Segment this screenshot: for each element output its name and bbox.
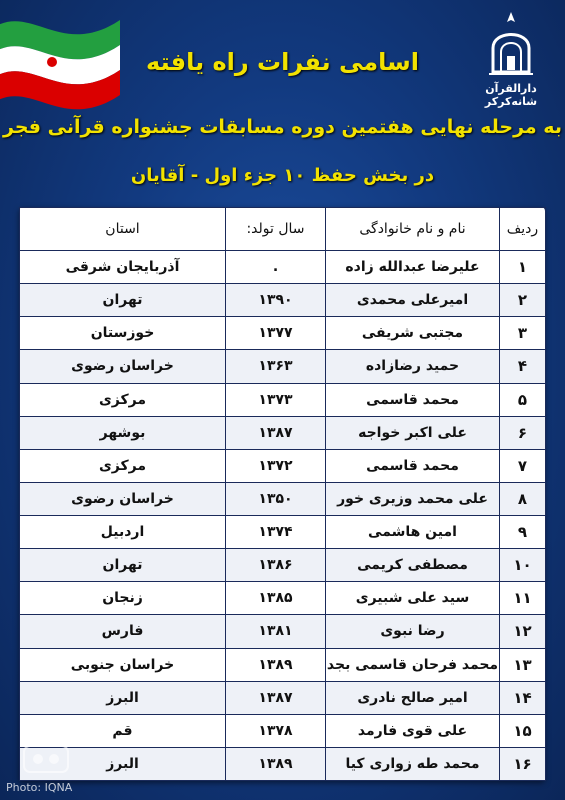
- cell-province: اردبیل: [20, 516, 226, 549]
- section-subtitle: در بخش حفظ ۱۰ جزء اول - آقایان: [130, 165, 435, 186]
- cell-province: خوزستان: [20, 317, 226, 350]
- cell-name: مجتبی شریفی: [326, 317, 500, 350]
- cell-name: محمد طه زواری کیا: [326, 747, 500, 780]
- cell-year: ۱۳۷۲: [226, 449, 326, 482]
- cell-rank: ۱: [500, 251, 546, 284]
- cell-name: امین هاشمی: [326, 516, 500, 549]
- cell-year: ۱۳۷۴: [226, 516, 326, 549]
- cell-rank: ۷: [500, 449, 546, 482]
- cell-province: آذربایجان شرقی: [20, 251, 226, 284]
- cell-name: محمد قاسمی: [326, 383, 500, 416]
- cell-rank: ۴: [500, 350, 546, 383]
- table-row: [20, 615, 546, 648]
- cell-name: امیرعلی محمدی: [326, 284, 500, 317]
- table-row: [20, 251, 546, 284]
- cell-province: تهران: [20, 549, 226, 582]
- cell-name: رضا نبوی: [326, 615, 500, 648]
- cell-name: علی محمد وزیری خور: [326, 482, 500, 515]
- cell-name: علی قوی فارمد: [326, 714, 500, 747]
- table-row: [20, 416, 546, 449]
- cell-rank: ۲: [500, 284, 546, 317]
- header-year: سال تولد:: [226, 208, 326, 251]
- cell-province: مرکزی: [20, 449, 226, 482]
- cell-province: تهران: [20, 284, 226, 317]
- table-row: [20, 350, 546, 383]
- cell-rank: ۱۴: [500, 681, 546, 714]
- cell-year: ۱۳۸۶: [226, 549, 326, 582]
- cell-year: ۱۳۶۳: [226, 350, 326, 383]
- header-rank: ردیف: [500, 208, 546, 251]
- cell-province: البرز: [20, 747, 226, 780]
- cell-rank: ۳: [500, 317, 546, 350]
- logo-text: دارالقرآن شانه‌کرکر: [484, 82, 538, 108]
- cell-name: محمد فرحان قاسمی بجد: [326, 648, 500, 681]
- cell-province: بوشهر: [20, 416, 226, 449]
- cell-name: محمد قاسمی: [326, 449, 500, 482]
- table-row: [20, 284, 546, 317]
- photo-credit: Photo: IQNA: [6, 781, 73, 794]
- cell-year: ۱۳۸۹: [226, 648, 326, 681]
- table-row: [20, 714, 546, 747]
- cell-rank: ۱۲: [500, 615, 546, 648]
- cell-rank: ۱۰: [500, 549, 546, 582]
- results-table: [19, 207, 546, 781]
- cell-name: مصطفی کریمی: [326, 549, 500, 582]
- cell-rank: ۹: [500, 516, 546, 549]
- cell-province: خراسان جنوبی: [20, 648, 226, 681]
- results-table-container: [19, 207, 545, 781]
- cell-rank: ۵: [500, 383, 546, 416]
- iqna-logo-icon: [22, 742, 70, 778]
- cell-year: ۱۳۸۱: [226, 615, 326, 648]
- cell-province: زنجان: [20, 582, 226, 615]
- table-row: [20, 383, 546, 416]
- cell-rank: ۶: [500, 416, 546, 449]
- header-name: نام و نام خانوادگی: [326, 208, 500, 251]
- cell-province: مرکزی: [20, 383, 226, 416]
- cell-year: ۱۳۸۹: [226, 747, 326, 780]
- cell-province: قم: [20, 714, 226, 747]
- cell-province: البرز: [20, 681, 226, 714]
- table-row: [20, 482, 546, 515]
- cell-year: ۱۳۹۰: [226, 284, 326, 317]
- table-row: [20, 747, 546, 780]
- cell-province: خراسان رضوی: [20, 482, 226, 515]
- cell-year: ۱۳۷۳: [226, 383, 326, 416]
- table-row: [20, 449, 546, 482]
- cell-year: ۱۳۷۷: [226, 317, 326, 350]
- cell-name: امیر صالح نادری: [326, 681, 500, 714]
- cell-rank: ۱۳: [500, 648, 546, 681]
- table-row: [20, 516, 546, 549]
- table-row: [20, 648, 546, 681]
- cell-year: .: [226, 251, 326, 284]
- page-subtitle: به مرحله نهایی هفتمین دوره مسابقات جشنواره قرآنی فجر: [3, 116, 562, 138]
- cell-rank: ۱۱: [500, 582, 546, 615]
- cell-year: ۱۳۸۷: [226, 416, 326, 449]
- cell-name: علیرضا عبدالله زاده: [326, 251, 500, 284]
- cell-name: علی اکبر خواجه: [326, 416, 500, 449]
- cell-year: ۱۳۵۰: [226, 482, 326, 515]
- header-province: استان: [20, 208, 226, 251]
- cell-name: حمید رضازاده: [326, 350, 500, 383]
- page-title: اسامی نفرات راه یافته: [146, 48, 419, 76]
- cell-rank: ۱۶: [500, 747, 546, 780]
- cell-name: سید علی شبیری: [326, 582, 500, 615]
- table-row: [20, 582, 546, 615]
- cell-rank: ۸: [500, 482, 546, 515]
- table-row: [20, 681, 546, 714]
- cell-province: خراسان رضوی: [20, 350, 226, 383]
- table-row: [20, 549, 546, 582]
- cell-year: ۱۳۸۷: [226, 681, 326, 714]
- cell-year: ۱۳۷۸: [226, 714, 326, 747]
- cell-rank: ۱۵: [500, 714, 546, 747]
- cell-province: فارس: [20, 615, 226, 648]
- table-row: [20, 317, 546, 350]
- cell-year: ۱۳۸۵: [226, 582, 326, 615]
- table-header-row: [20, 208, 546, 251]
